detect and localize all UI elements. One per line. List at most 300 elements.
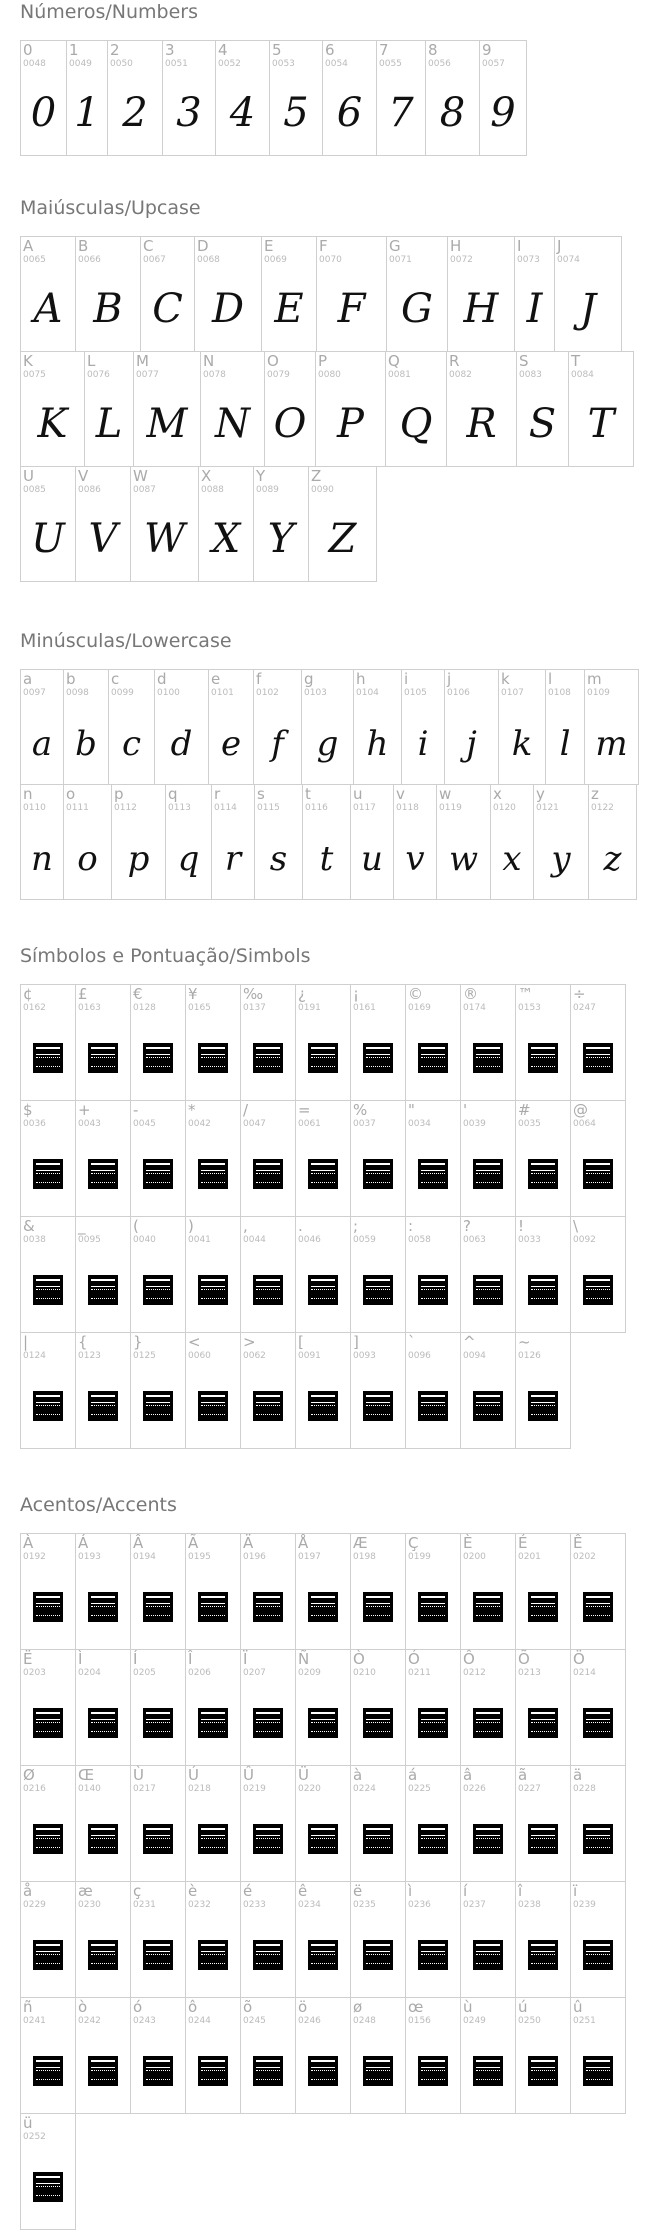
glyph-char-label: Ø: [23, 1766, 35, 1784]
glyph-code-label: 0048: [23, 59, 46, 69]
glyph-cell: [185, 1997, 241, 2114]
glyph-char-label: g: [304, 670, 314, 688]
glyph-cell: [515, 1533, 571, 1650]
glyph-char-label: ú: [518, 1998, 528, 2016]
glyph-code-label: 0056: [428, 59, 451, 69]
glyph-code-label: 0108: [548, 688, 571, 698]
glyph-cell: [111, 784, 166, 900]
glyph-sample: N: [215, 401, 250, 447]
glyph-char-label: ~: [518, 1333, 531, 1351]
glyph-code-label: 0124: [23, 1351, 46, 1361]
glyph-code-label: 0098: [66, 688, 89, 698]
glyph-sample: s: [269, 839, 288, 879]
glyph-code-label: 0197: [298, 1552, 321, 1562]
glyph-char-label: h: [356, 670, 366, 688]
glyph-char-label: o: [66, 785, 76, 803]
glyph-char-label: œ: [408, 1998, 424, 2016]
glyph-cell: [295, 1997, 351, 2114]
missing-glyph-placeholder-icon: [253, 1940, 283, 1970]
glyph-code-label: 0095: [78, 1235, 101, 1245]
glyph-char-label: ï: [573, 1882, 578, 1900]
glyph-cell: [350, 1100, 406, 1217]
glyph-code-label: 0156: [408, 2016, 431, 2026]
glyph-char-label: G: [389, 237, 401, 255]
glyph-char-label: Î: [188, 1650, 193, 1668]
missing-glyph-placeholder-icon: [363, 1824, 393, 1854]
lower-grid: [20, 669, 660, 899]
glyph-code-label: 0110: [23, 803, 46, 813]
glyph-code-label: 0245: [243, 2016, 266, 2026]
glyph-code-label: 0235: [353, 1900, 376, 1910]
glyph-cell: [533, 784, 589, 900]
numbers-section: [20, 0, 660, 155]
glyph-char-label: ]: [353, 1333, 359, 1351]
glyph-code-label: 0192: [23, 1552, 46, 1562]
glyph-char-label: À: [23, 1534, 34, 1552]
glyph-char-label: ñ: [23, 1998, 33, 2016]
glyph-code-label: 0217: [133, 1784, 156, 1794]
glyph-sample: j: [466, 724, 477, 764]
numbers-title: Números/Numbers: [20, 1, 198, 23]
glyph-sample: e: [220, 724, 242, 764]
missing-glyph-placeholder-icon: [308, 1708, 338, 1738]
glyph-char-label: ): [188, 1217, 194, 1235]
glyph-cell: [20, 1533, 76, 1650]
glyph-char-label: £: [78, 985, 88, 1003]
glyph-char-label: +: [78, 1101, 91, 1119]
glyph-cell: [570, 1649, 626, 1766]
glyph-code-label: 0209: [298, 1668, 321, 1678]
glyph-char-label: p: [114, 785, 124, 803]
glyph-cell: [108, 669, 155, 785]
glyph-cell: [133, 351, 201, 467]
glyph-code-label: 0100: [157, 688, 180, 698]
glyph-cell: [570, 1881, 626, 1998]
glyph-char-label: s: [257, 785, 265, 803]
glyph-cell: [570, 984, 626, 1101]
glyph-cell: [584, 669, 639, 785]
glyph-code-label: 0249: [463, 2016, 486, 2026]
glyph-cell: [75, 984, 131, 1101]
missing-glyph-placeholder-icon: [253, 1159, 283, 1189]
glyph-cell: [20, 1997, 76, 2114]
glyph-code-label: 0072: [450, 255, 473, 265]
missing-glyph-placeholder-icon: [363, 1708, 393, 1738]
glyph-code-label: 0036: [23, 1119, 46, 1129]
glyph-code-label: 0203: [23, 1668, 46, 1678]
glyph-char-label: _: [78, 1217, 86, 1235]
glyph-cell: [405, 1332, 461, 1449]
glyph-sample: E: [274, 286, 304, 332]
glyph-char-label: <: [188, 1333, 201, 1351]
glyph-sample: J: [579, 286, 597, 332]
glyph-code-label: 0117: [353, 803, 376, 813]
glyph-code-label: 0137: [243, 1003, 266, 1013]
glyph-sample: U: [31, 516, 65, 562]
glyph-cell: [316, 236, 387, 352]
glyph-char-label: Ê: [573, 1534, 583, 1552]
glyph-code-label: 0087: [133, 485, 156, 495]
glyph-cell: [515, 1332, 571, 1449]
glyph-cell: [350, 1765, 406, 1882]
glyph-sample: u: [361, 839, 383, 879]
missing-glyph-placeholder-icon: [583, 1824, 613, 1854]
glyph-sample: 5: [283, 90, 309, 136]
glyph-code-label: 0126: [518, 1351, 541, 1361]
missing-glyph-placeholder-icon: [473, 1824, 503, 1854]
glyph-char-label: x: [493, 785, 502, 803]
glyph-cell: [66, 40, 108, 156]
glyph-cell: [570, 1533, 626, 1650]
glyph-cell: [295, 1216, 351, 1333]
glyph-code-label: 0239: [573, 1900, 596, 1910]
glyph-cell: [447, 236, 515, 352]
missing-glyph-placeholder-icon: [473, 1708, 503, 1738]
glyph-char-label: Ö: [573, 1650, 585, 1668]
glyph-cell: [75, 1881, 131, 1998]
glyph-char-label: U: [23, 467, 34, 485]
glyph-cell: [269, 40, 323, 156]
glyph-cell: [386, 236, 448, 352]
missing-glyph-placeholder-icon: [418, 1043, 448, 1073]
glyph-code-label: 0074: [557, 255, 580, 265]
missing-glyph-placeholder-icon: [308, 2056, 338, 2086]
glyph-code-label: 0202: [573, 1552, 596, 1562]
glyph-cell: [154, 669, 209, 785]
glyph-cell: [63, 669, 109, 785]
glyph-cell: [295, 1765, 351, 1882]
glyph-cell: [460, 1997, 516, 2114]
glyph-cell: [350, 1533, 406, 1650]
glyph-code-label: 0242: [78, 2016, 101, 2026]
glyph-char-label: q: [168, 785, 178, 803]
glyph-code-label: 0044: [243, 1235, 266, 1245]
glyph-cell: [75, 1332, 131, 1449]
glyph-char-label: Ï: [243, 1650, 248, 1668]
glyph-cell: [130, 1100, 186, 1217]
glyph-char-label: Ì: [78, 1650, 83, 1668]
missing-glyph-placeholder-icon: [473, 1275, 503, 1305]
glyph-code-label: 0213: [518, 1668, 541, 1678]
missing-glyph-placeholder-icon: [528, 1824, 558, 1854]
missing-glyph-placeholder-icon: [583, 1708, 613, 1738]
glyph-sample: S: [528, 401, 557, 447]
glyph-cell: [107, 40, 163, 156]
glyph-sample: b: [75, 724, 97, 764]
glyph-cell: [350, 1216, 406, 1333]
glyph-char-label: â: [463, 1766, 473, 1784]
glyph-sample: r: [224, 839, 242, 879]
glyph-code-label: 0207: [243, 1668, 266, 1678]
missing-glyph-placeholder-icon: [253, 1592, 283, 1622]
glyph-sample: L: [95, 401, 123, 447]
glyph-sample: v: [405, 839, 425, 879]
missing-glyph-placeholder-icon: [143, 1940, 173, 1970]
glyph-cell: [75, 1216, 131, 1333]
missing-glyph-placeholder-icon: [88, 1592, 118, 1622]
glyph-sample: 3: [176, 90, 202, 136]
missing-glyph-placeholder-icon: [143, 1592, 173, 1622]
glyph-sample: A: [33, 286, 63, 332]
glyph-code-label: 0067: [143, 255, 166, 265]
glyph-cell: [570, 1997, 626, 2114]
glyph-char-label: B: [78, 237, 89, 255]
glyph-char-label: E: [264, 237, 274, 255]
missing-glyph-placeholder-icon: [528, 1043, 558, 1073]
glyph-code-label: 0120: [493, 803, 516, 813]
glyph-cell: [200, 351, 265, 467]
glyph-sample: t: [319, 839, 334, 879]
missing-glyph-placeholder-icon: [88, 1043, 118, 1073]
glyph-cell: [515, 1649, 571, 1766]
lower-title: Minúsculas/Lowercase: [20, 630, 232, 652]
glyph-code-label: 0251: [573, 2016, 596, 2026]
glyph-char-label: /: [243, 1101, 249, 1119]
glyph-code-label: 0243: [133, 2016, 156, 2026]
glyph-char-label: Â: [133, 1534, 144, 1552]
glyph-sample: c: [121, 724, 142, 764]
glyph-char-label: z: [591, 785, 599, 803]
glyph-cell: [295, 1100, 351, 1217]
glyph-char-label: í: [463, 1882, 468, 1900]
glyph-char-label: ‰: [243, 985, 264, 1003]
glyph-cell: [295, 1881, 351, 1998]
glyph-cell: [588, 784, 637, 900]
missing-glyph-placeholder-icon: [583, 1275, 613, 1305]
glyph-code-label: 0214: [573, 1668, 596, 1678]
glyph-char-label: à: [353, 1766, 363, 1784]
glyph-char-label: Q: [388, 352, 400, 370]
glyph-code-label: 0086: [78, 485, 101, 495]
glyph-cell: [295, 1332, 351, 1449]
missing-glyph-placeholder-icon: [308, 1391, 338, 1421]
glyph-code-label: 0066: [78, 255, 101, 265]
glyph-code-label: 0200: [463, 1552, 486, 1562]
glyph-code-label: 0099: [111, 688, 134, 698]
glyph-cell: [20, 2113, 76, 2230]
glyph-char-label: Œ: [78, 1766, 95, 1784]
glyph-cell: [130, 984, 186, 1101]
glyph-cell: [515, 1765, 571, 1882]
glyph-cell: [322, 40, 377, 156]
glyph-sample: O: [273, 401, 307, 447]
glyph-code-label: 0115: [257, 803, 280, 813]
glyph-cell: [554, 236, 622, 352]
glyph-code-label: 0231: [133, 1900, 156, 1910]
glyph-char-label: A: [23, 237, 34, 255]
glyph-char-label: ®: [463, 985, 478, 1003]
glyph-char-label: w: [439, 785, 452, 803]
glyph-code-label: 0161: [353, 1003, 376, 1013]
glyph-sample: g: [316, 724, 339, 764]
missing-glyph-placeholder-icon: [308, 1275, 338, 1305]
glyph-cell: [568, 351, 634, 467]
missing-glyph-placeholder-icon: [528, 1391, 558, 1421]
glyph-char-label: ô: [188, 1998, 198, 2016]
glyph-cell: [240, 1533, 296, 1650]
glyph-sample: w: [448, 839, 479, 879]
glyph-sample: F: [337, 286, 366, 332]
glyph-char-label: t: [305, 785, 311, 803]
missing-glyph-placeholder-icon: [143, 2056, 173, 2086]
glyph-char-label: î: [518, 1882, 523, 1900]
glyph-code-label: 0201: [518, 1552, 541, 1562]
missing-glyph-placeholder-icon: [88, 1159, 118, 1189]
glyph-cell: [405, 1100, 461, 1217]
glyph-cell: [315, 351, 386, 467]
glyph-sample: H: [463, 286, 499, 332]
glyph-cell: [261, 236, 317, 352]
missing-glyph-placeholder-icon: [33, 1391, 63, 1421]
missing-glyph-placeholder-icon: [33, 1043, 63, 1073]
glyph-sample: i: [417, 724, 429, 764]
glyph-code-label: 0101: [211, 688, 234, 698]
glyph-char-label: ì: [408, 1882, 413, 1900]
glyph-code-label: 0068: [197, 255, 220, 265]
missing-glyph-placeholder-icon: [528, 1940, 558, 1970]
glyph-code-label: 0113: [168, 803, 191, 813]
missing-glyph-placeholder-icon: [528, 1275, 558, 1305]
glyph-code-label: 0204: [78, 1668, 101, 1678]
glyph-code-label: 0232: [188, 1900, 211, 1910]
glyph-char-label: ': [463, 1101, 468, 1119]
numbers-grid: [20, 40, 660, 155]
glyph-code-label: 0057: [482, 59, 505, 69]
glyph-char-label: j: [447, 670, 452, 688]
missing-glyph-placeholder-icon: [583, 1592, 613, 1622]
glyph-code-label: 0162: [23, 1003, 46, 1013]
symbols-section: [20, 944, 660, 1448]
glyph-code-label: 0241: [23, 2016, 46, 2026]
glyph-code-label: 0077: [136, 370, 159, 380]
glyph-char-label: |: [23, 1333, 29, 1351]
glyph-cell: [254, 784, 303, 900]
glyph-cell: [295, 984, 351, 1101]
glyph-code-label: 0054: [325, 59, 348, 69]
glyph-cell: [436, 784, 491, 900]
missing-glyph-placeholder-icon: [88, 2056, 118, 2086]
missing-glyph-placeholder-icon: [528, 2056, 558, 2086]
glyph-char-label: 3: [165, 41, 175, 59]
missing-glyph-placeholder-icon: [88, 1275, 118, 1305]
glyph-cell: [185, 1765, 241, 1882]
glyph-code-label: 0199: [408, 1552, 431, 1562]
glyph-char-label: J: [557, 237, 562, 255]
glyph-code-label: 0119: [439, 803, 462, 813]
glyph-code-label: 0053: [272, 59, 295, 69]
glyph-cell: [75, 1997, 131, 2114]
glyph-cell: [515, 1216, 571, 1333]
glyph-cell: [570, 1765, 626, 1882]
glyph-code-label: 0250: [518, 2016, 541, 2026]
glyph-char-label: ?: [463, 1217, 471, 1235]
glyph-code-label: 0089: [256, 485, 279, 495]
glyph-char-label: ;: [353, 1217, 359, 1235]
glyph-code-label: 0035: [518, 1119, 541, 1129]
glyph-char-label: ÷: [573, 985, 586, 1003]
glyph-code-label: 0114: [214, 803, 237, 813]
accents-title: Acentos/Accents: [20, 1494, 177, 1516]
glyph-char-label: 7: [379, 41, 389, 59]
glyph-code-label: 0051: [165, 59, 188, 69]
glyph-cell: [405, 1533, 461, 1650]
glyph-char-label: ¢: [23, 985, 33, 1003]
glyph-char-label: {: [78, 1333, 88, 1351]
glyph-char-label: (: [133, 1217, 139, 1235]
glyph-code-label: 0090: [311, 485, 334, 495]
glyph-char-label: M: [136, 352, 149, 370]
glyph-sample: q: [177, 839, 200, 879]
glyph-cell: [211, 784, 255, 900]
missing-glyph-placeholder-icon: [88, 1940, 118, 1970]
missing-glyph-placeholder-icon: [253, 2056, 283, 2086]
glyph-code-label: 0109: [587, 688, 610, 698]
glyph-cell: [20, 984, 76, 1101]
glyph-char-label: N: [203, 352, 215, 370]
missing-glyph-placeholder-icon: [473, 1159, 503, 1189]
glyph-sample: G: [401, 286, 433, 332]
glyph-sample: P: [337, 401, 364, 447]
glyph-char-label: X: [201, 467, 212, 485]
missing-glyph-placeholder-icon: [253, 1275, 283, 1305]
glyph-code-label: 0046: [298, 1235, 321, 1245]
glyph-sample: X: [211, 516, 241, 562]
glyph-cell: [20, 1216, 76, 1333]
missing-glyph-placeholder-icon: [583, 2056, 613, 2086]
glyph-code-label: 0052: [218, 59, 241, 69]
glyph-char-label: 0: [23, 41, 33, 59]
glyph-char-label: I: [517, 237, 522, 255]
glyph-char-label: @: [573, 1101, 588, 1119]
glyph-cell: [240, 1997, 296, 2114]
glyph-code-label: 0218: [188, 1784, 211, 1794]
glyph-cell: [20, 669, 64, 785]
glyph-char-label: Ñ: [298, 1650, 310, 1668]
missing-glyph-placeholder-icon: [583, 1043, 613, 1073]
glyph-code-label: 0230: [78, 1900, 101, 1910]
glyph-code-label: 0059: [353, 1235, 376, 1245]
glyph-code-label: 0220: [298, 1784, 321, 1794]
glyph-code-label: 0128: [133, 1003, 156, 1013]
glyph-cell: [460, 1533, 516, 1650]
upper-grid: [20, 236, 660, 581]
glyph-char-label: æ: [78, 1882, 93, 1900]
upper-title: Maiúsculas/Upcase: [20, 197, 201, 219]
glyph-char-label: ç: [133, 1882, 142, 1900]
glyph-char-label: c: [111, 670, 120, 688]
missing-glyph-placeholder-icon: [33, 2056, 63, 2086]
glyph-cell: [185, 1100, 241, 1217]
glyph-sample: T: [587, 401, 615, 447]
missing-glyph-placeholder-icon: [418, 1391, 448, 1421]
missing-glyph-placeholder-icon: [418, 1592, 448, 1622]
glyph-cell: [215, 40, 270, 156]
accents-section: [20, 1493, 660, 2229]
glyph-sample: o: [77, 839, 98, 879]
missing-glyph-placeholder-icon: [363, 2056, 393, 2086]
glyph-char-label: 9: [482, 41, 492, 59]
glyph-char-label: Ç: [408, 1534, 419, 1552]
glyph-code-label: 0102: [256, 688, 279, 698]
glyph-sample: 4: [229, 90, 256, 136]
glyph-char-label: H: [450, 237, 462, 255]
glyph-char-label: D: [197, 237, 209, 255]
glyph-char-label: 8: [428, 41, 438, 59]
missing-glyph-placeholder-icon: [583, 1940, 613, 1970]
glyph-char-label: i: [404, 670, 409, 688]
missing-glyph-placeholder-icon: [88, 1708, 118, 1738]
glyph-cell: [405, 984, 461, 1101]
